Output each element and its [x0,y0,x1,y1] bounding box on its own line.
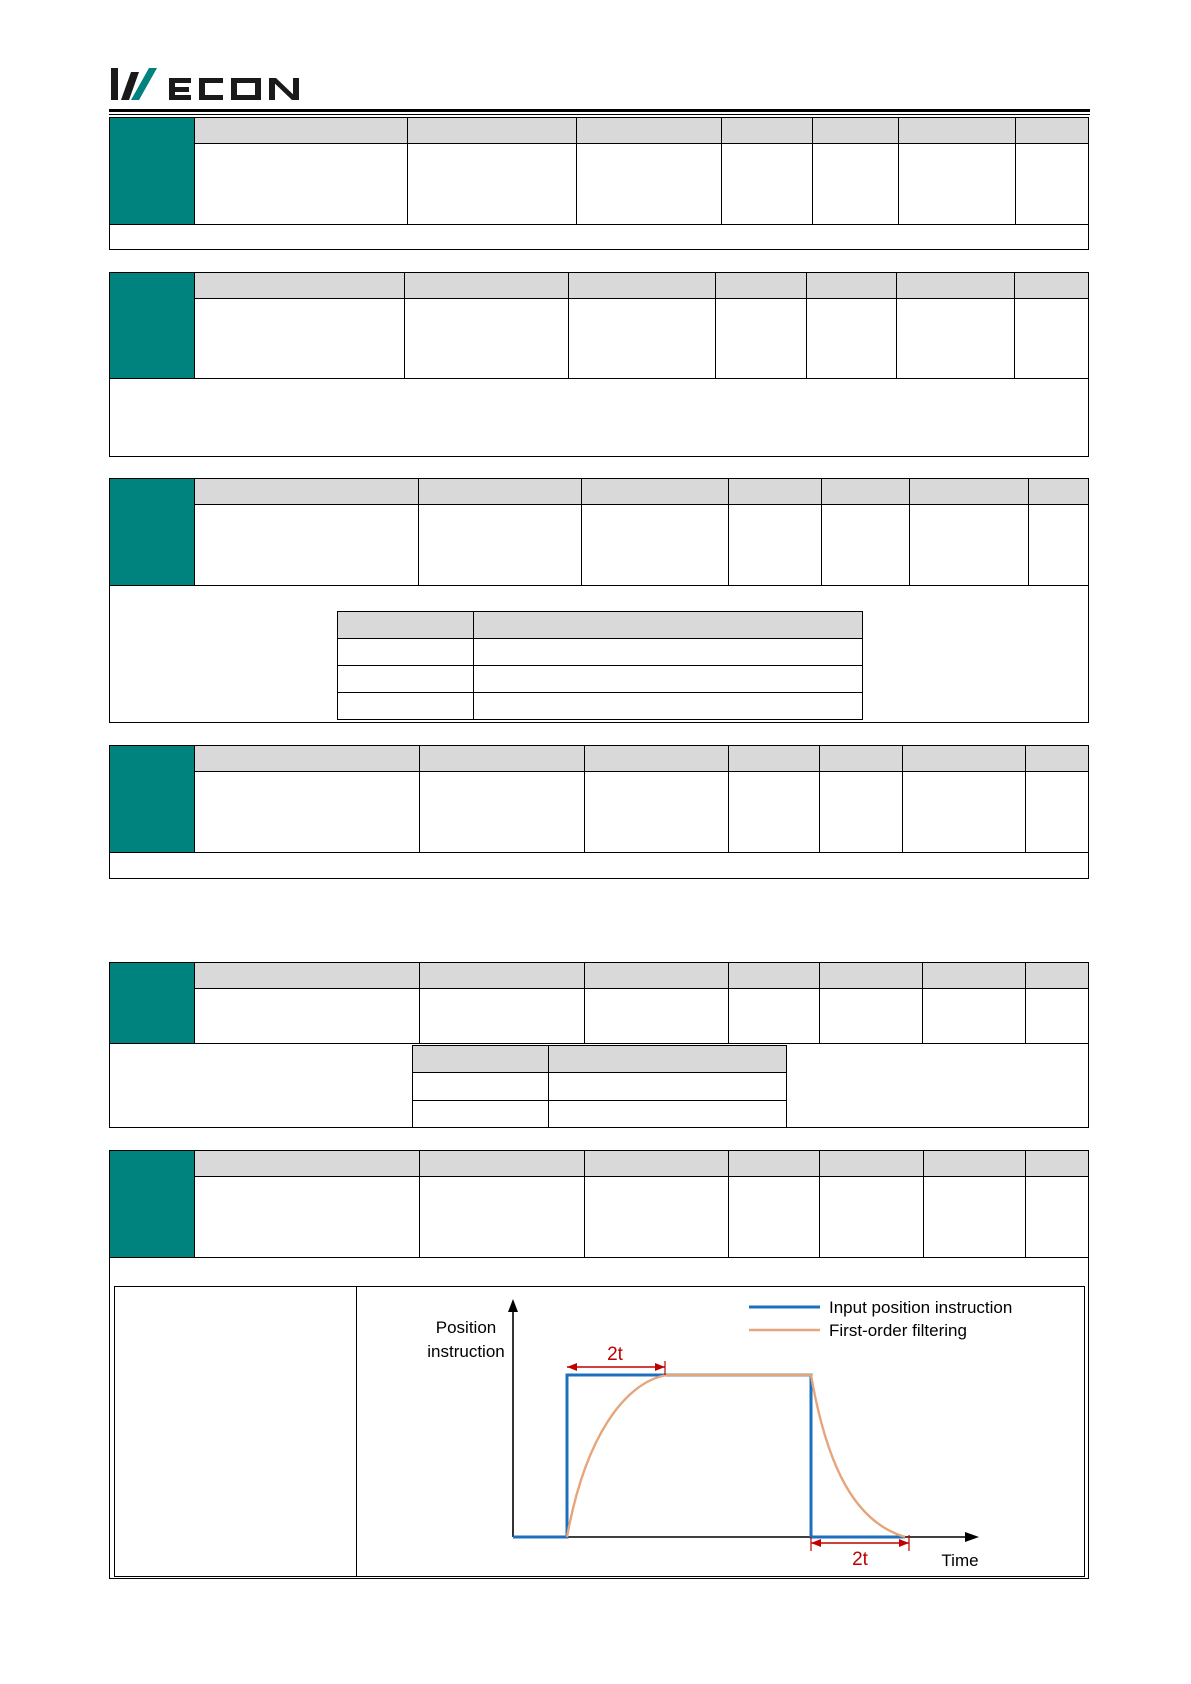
parameter-header-row [195,963,1088,989]
x-axis-arrow [965,1532,979,1542]
parameter-code-cell [110,963,195,1044]
parameter-header-row [195,273,1088,299]
parameter-code-cell [110,1151,195,1258]
parameter-block-5 [109,962,1089,1128]
y-axis-label-line1: Position [435,1318,497,1337]
parameter-code-cell [110,118,195,225]
rise-time-label: 2t [607,1344,623,1365]
first-order-filter-curve [567,1375,905,1537]
first-order-filter-diagram [115,1287,1084,1576]
y-axis-label-line2: instruction [427,1342,505,1361]
option-table [412,1045,787,1128]
parameter-code-cell [110,479,195,586]
parameter-code-cell [110,746,195,853]
parameter-header-row [195,118,1088,144]
parameter-block-2 [109,272,1089,457]
header-rule [109,109,1090,112]
parameter-block-1 [109,117,1089,250]
parameter-code-cell [110,273,195,379]
option-table [337,611,863,720]
header-rule-thin [109,114,1090,115]
legend-input-label: Input position instruction [829,1298,1013,1317]
parameter-header-row [195,1151,1088,1177]
figure-table [114,1286,1085,1577]
parameter-header-row [195,746,1088,772]
parameter-block-3 [109,478,1089,723]
fall-time-label: 2t [852,1549,868,1570]
wecon-logo [109,64,315,106]
x-axis-label: Time [941,1551,979,1570]
legend-filter-label: First-order filtering [829,1321,967,1340]
parameter-header-row [195,479,1088,505]
parameter-block-4 [109,745,1089,879]
y-axis-arrow [508,1299,518,1312]
